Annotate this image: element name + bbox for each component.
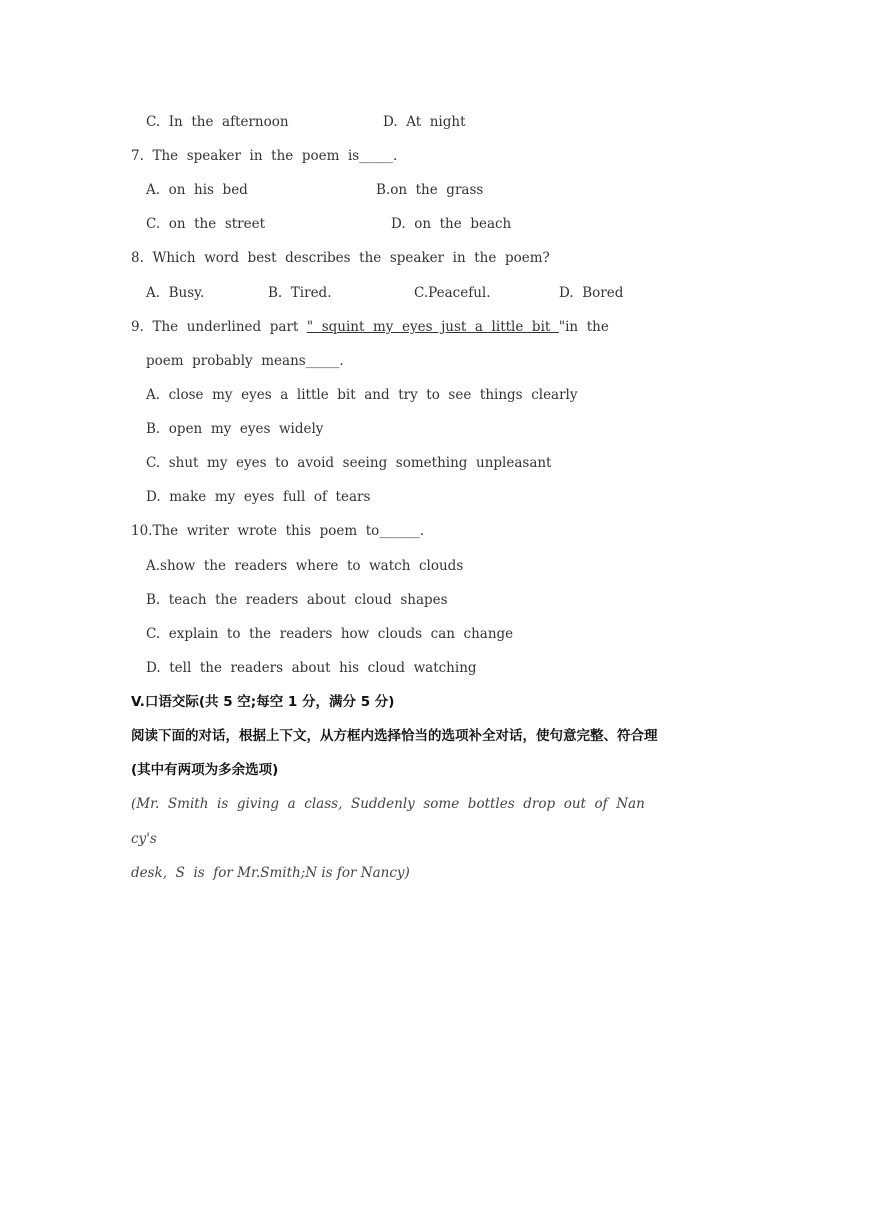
q9-option-c: C. shut my eyes to avoid seeing something unpleasant (146, 455, 552, 471)
q8-stem: 8. Which word best describes the speaker in the poem? (131, 250, 550, 266)
q9-option-b: B. open my eyes widely (146, 421, 324, 437)
q9-stem-suffix: "in the (558, 319, 609, 335)
q10-stem: 10.The writer wrote this poem to______. (131, 523, 425, 539)
q8-option-c: C.Peaceful. (414, 285, 491, 301)
q9-stem-prefix: 9. The underlined part (131, 319, 307, 335)
q6-option-c: C. In the afternoon (146, 114, 289, 130)
dialogue-scene-line2: cy's (131, 831, 157, 847)
q7-option-c: C. on the street (146, 216, 266, 232)
q10-option-b: B. teach the readers about cloud shapes (146, 592, 448, 608)
q7-option-b: B.on the grass (376, 182, 484, 198)
section-instruction-note: (其中有两项为多余选项) (131, 762, 279, 778)
section-heading: V.口语交际(共 5 空;每空 1 分，满分 5 分) (131, 694, 395, 710)
dialogue-scene-line3: desk, S is for Mr.Smith;N is for Nancy) (131, 865, 410, 881)
q9-stem (131, 318, 609, 336)
q7-option-d: D. on the beach (391, 216, 512, 232)
dialogue-scene-line1: (Mr. Smith is giving a class, Suddenly some bottles drop out of Nan (131, 796, 645, 812)
q9-option-d: D. make my eyes full of tears (146, 489, 371, 505)
q9-stem-line2: poem probably means_____. (146, 353, 344, 369)
q9-option-a: A. close my eyes a little bit and try to see things clearly (146, 387, 578, 403)
q6-option-d: D. At night (383, 114, 466, 130)
q7-option-a: A. on his bed (146, 182, 248, 198)
q10-option-c: C. explain to the readers how clouds can change (146, 626, 514, 642)
q10-option-d: D. tell the readers about his cloud watching (146, 660, 477, 676)
q8-option-b: B. Tired. (268, 285, 332, 301)
q8-option-a: A. Busy. (146, 285, 205, 301)
q9-underlined-phrase: " squint my eyes just a little bit (306, 319, 559, 335)
q7-stem: 7. The speaker in the poem is_____. (131, 148, 398, 164)
q10-option-a: A.show the readers where to watch clouds (146, 558, 464, 574)
q8-option-d: D. Bored (559, 285, 624, 301)
section-instruction: 阅读下面的对话，根据上下文，从方框内选择恰当的选项补全对话，使句意完整、符合理 (131, 728, 658, 744)
